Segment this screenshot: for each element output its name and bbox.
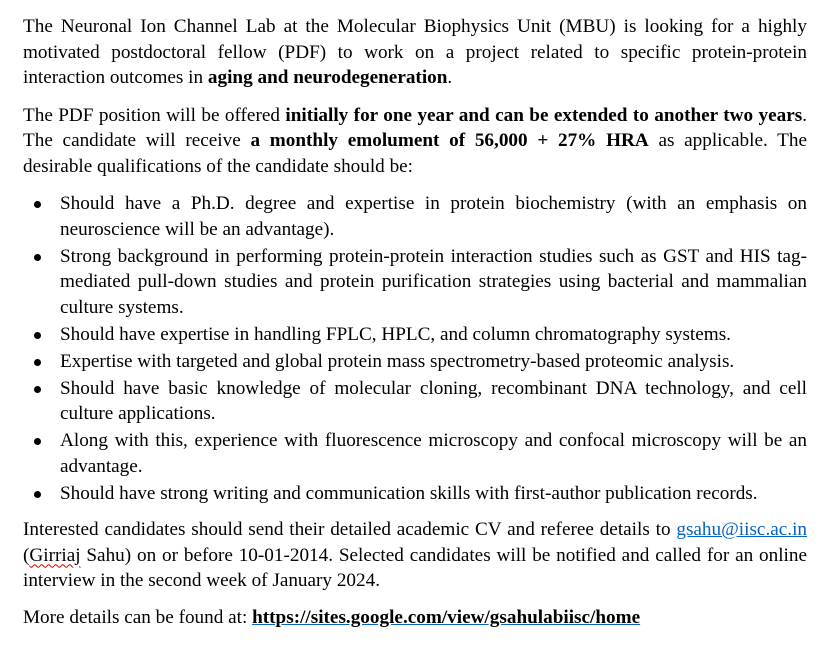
list-item — [23, 428, 807, 479]
list-item — [23, 244, 807, 321]
lab-website-link[interactable]: https://sites.google.com/view/gsahulabiisc/home — [252, 606, 641, 628]
intro-emphasis: aging and neurodegeneration — [207, 67, 448, 88]
bullet-icon — [34, 359, 41, 366]
more-details-paragraph — [23, 605, 807, 631]
more-details-label: More details can be found at: — [23, 606, 253, 628]
position-text-2: . The candidate will receive — [23, 104, 807, 151]
contact-text-2: ( — [23, 544, 30, 566]
contact-paragraph — [23, 517, 807, 594]
intro-text-2: . — [447, 67, 453, 88]
position-text-3: as applicable. The desirable qualifications of the candidate should be: — [23, 130, 807, 177]
email-link[interactable]: gsahu@iisc.ac.in — [676, 519, 807, 540]
qualification-text: Should have a Ph.D. degree and expertise in protein biochemistry (with an emphasis on neuroscience will be an advantage). — [60, 193, 807, 240]
position-emolument: a monthly emolument of 56,000 + 27% HRA — [250, 130, 649, 151]
bullet-icon — [34, 201, 41, 208]
bullet-icon — [34, 254, 41, 261]
bullet-icon — [34, 491, 41, 498]
qualification-text: Should have expertise in handling FPLC, HPLC, and column chromatography systems. — [60, 323, 731, 345]
contact-name-misspelled: Girriaj — [29, 544, 81, 566]
qualifications-list — [23, 191, 807, 506]
list-item — [23, 349, 807, 375]
list-item — [23, 322, 807, 348]
intro-text-1: The Neuronal Ion Channel Lab at the Molecular Biophysics Unit (MBU) is looking for a highly motivated postdoctoral fellow (PDF) to work on a project related to specific protein-protein interaction outcomes in — [23, 16, 807, 88]
list-item — [23, 481, 807, 507]
job-posting — [23, 14, 807, 630]
qualification-text: Should have basic knowledge of molecular cloning, recombinant DNA technology, and cell culture applications. — [60, 377, 807, 424]
list-item — [23, 376, 807, 427]
qualification-text: Should have strong writing and communication skills with first-author publication records. — [60, 482, 758, 504]
position-paragraph — [23, 103, 807, 180]
contact-text-1: Interested candidates should send their detailed academic CV and referee details to — [23, 519, 677, 540]
qualification-text: Strong background in performing protein-protein interaction studies such as GST and HIS tag-mediated pull-down studies and protein purification strategies using bacterial and mammalian culture systems. — [60, 245, 807, 318]
qualification-text: Expertise with targeted and global protein mass spectrometry-based proteomic analysis. — [60, 350, 735, 372]
qualification-text: Along with this, experience with fluorescence microscopy and confocal microscopy will be an advantage. — [60, 430, 807, 477]
position-duration: initially for one year and can be extended to another two years — [285, 104, 803, 126]
bullet-icon — [34, 332, 41, 339]
bullet-icon — [34, 386, 41, 393]
position-text-1: The PDF position will be offered — [23, 104, 286, 126]
contact-text-3: Sahu) on or before 10-01-2014. Selected candidates will be notified and called for an online interview in the second week of January 2024. — [23, 544, 807, 591]
intro-paragraph — [23, 14, 807, 91]
list-item — [23, 191, 807, 242]
bullet-icon — [34, 438, 41, 445]
